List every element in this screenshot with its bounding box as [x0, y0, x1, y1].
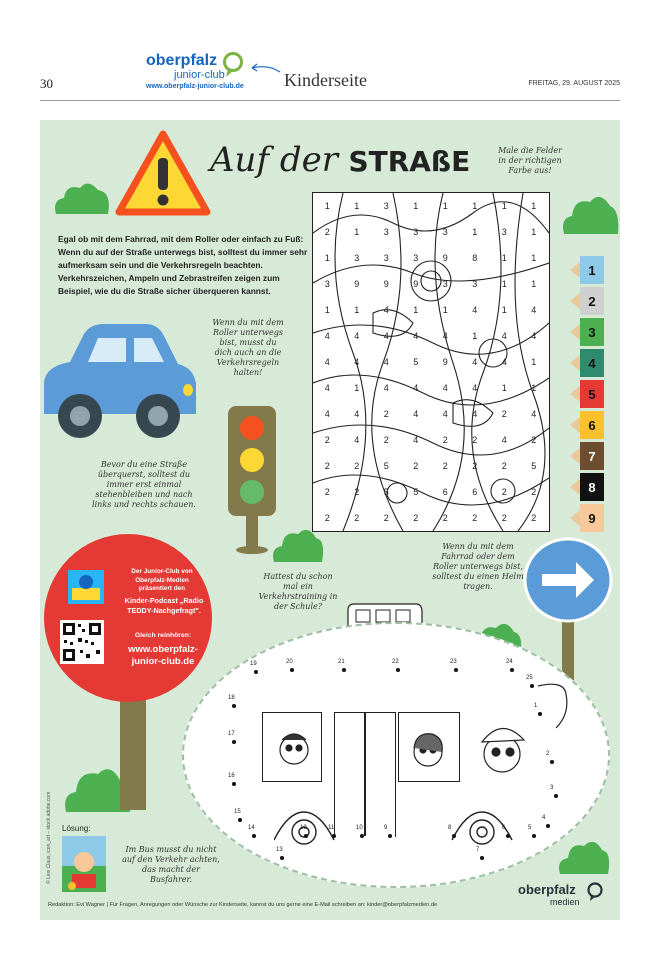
dot-point [238, 818, 242, 822]
oberpfalz-medien-logo [518, 882, 614, 912]
puzzle-number: 4 [501, 434, 507, 445]
puzzle-number: 2 [324, 226, 330, 237]
dot-point [342, 668, 346, 672]
dot-point [232, 782, 236, 786]
logo-text: oberpfalz [146, 52, 218, 69]
puzzle-number: 4 [383, 330, 389, 341]
dot-number: 14 [248, 825, 255, 831]
puzzle-number: 3 [472, 278, 478, 289]
puzzle-number: 3 [501, 226, 507, 237]
puzzle-number: 4 [324, 356, 330, 367]
puzzle-number: 4 [442, 330, 448, 341]
dot-number: 18 [228, 695, 235, 701]
dot-point [532, 834, 536, 838]
solution-thumbnail[interactable] [62, 836, 106, 892]
arrow-icon [248, 62, 282, 76]
note-roller: Wenn du mit dem Roller unterwegs bist, musst du dich auch an die Verkehrsregeln halten! [212, 318, 284, 377]
puzzle-number: 9 [383, 278, 389, 289]
puzzle-number: 1 [501, 252, 507, 263]
puzzle-number: 1 [413, 200, 419, 211]
footer-logo-name: oberpfalz [518, 882, 576, 897]
puzzle-number: 4 [413, 330, 419, 341]
dot-number: 3 [550, 785, 554, 791]
logo-subtext: junior-club [174, 69, 225, 81]
puzzle-number: 2 [354, 512, 360, 523]
color-pencil [570, 409, 604, 441]
issue-date: FREITAG, 29. AUGUST 2025 [528, 80, 620, 87]
dot-number: 4 [542, 815, 546, 821]
puzzle-number: 4 [501, 330, 507, 341]
puzzle-number: 2 [501, 460, 507, 471]
dot-point [388, 834, 392, 838]
puzzle-number: 2 [531, 434, 537, 445]
dot-point [454, 668, 458, 672]
pencil-number: 5 [580, 380, 604, 408]
puzzle-number: 1 [442, 304, 448, 315]
puzzle-number: 4 [413, 382, 419, 393]
puzzle-number: 1 [472, 200, 478, 211]
dot-number: 11 [328, 825, 335, 831]
dot-number: 12 [300, 825, 307, 831]
puzzle-number: 9 [413, 278, 419, 289]
title-bold: STRAßE [348, 145, 471, 178]
puzzle-number: 2 [413, 460, 419, 471]
puzzle-number: 4 [472, 382, 478, 393]
pencil-number: 4 [580, 349, 604, 377]
puzzle-number: 6 [472, 486, 478, 497]
color-pencil [570, 285, 604, 317]
puzzle-number: 2 [383, 512, 389, 523]
puzzle-number: 5 [383, 460, 389, 471]
puzzle-number: 1 [354, 200, 360, 211]
puzzle-number: 3 [354, 252, 360, 263]
junior-club-logo[interactable] [146, 52, 256, 92]
puzzle-number: 5 [413, 356, 419, 367]
puzzle-number: 1 [531, 278, 537, 289]
logo-url: www.oberpfalz-junior-club.de [146, 83, 244, 90]
puzzle-number: 1 [354, 304, 360, 315]
puzzle-number: 8 [472, 252, 478, 263]
puzzle-number: 1 [531, 382, 537, 393]
puzzle-number: 3 [324, 278, 330, 289]
puzzle-numbers [313, 193, 549, 531]
puzzle-number: 4 [472, 408, 478, 419]
puzzle-number: 4 [354, 408, 360, 419]
puzzle-number: 2 [472, 434, 478, 445]
warning-sign-icon [115, 130, 211, 216]
color-pencil [570, 502, 604, 534]
puzzle-number: 2 [442, 512, 448, 523]
puzzle-number: 5 [383, 486, 389, 497]
color-pencil [570, 316, 604, 348]
puzzle-number: 1 [501, 278, 507, 289]
puzzle-number: 1 [501, 304, 507, 315]
dot-point [506, 834, 510, 838]
dot-point [554, 794, 558, 798]
dot-number: 22 [392, 659, 399, 665]
podcast-cover-icon [68, 570, 104, 604]
puzzle-number: 2 [324, 434, 330, 445]
puzzle-number: 4 [324, 382, 330, 393]
dot-number: 5 [528, 825, 532, 831]
puzzle-number: 5 [413, 486, 419, 497]
podcast-sign-pole [120, 700, 146, 810]
puzzle-number: 4 [383, 382, 389, 393]
puzzle-number: 2 [324, 460, 330, 471]
puzzle-number: 4 [324, 330, 330, 341]
dot-point [254, 670, 258, 674]
dot-point [452, 834, 456, 838]
dot-point [290, 668, 294, 672]
puzzle-number: 1 [413, 304, 419, 315]
puzzle-number: 2 [531, 512, 537, 523]
puzzle-number: 3 [383, 200, 389, 211]
puzzle-number: 4 [472, 304, 478, 315]
puzzle-number: 2 [442, 460, 448, 471]
puzzle-number: 2 [501, 408, 507, 419]
puzzle-number: 3 [413, 252, 419, 263]
puzzle-number: 1 [501, 200, 507, 211]
pencil-number: 8 [580, 473, 604, 501]
puzzle-number: 1 [531, 226, 537, 237]
dot-number: 15 [234, 809, 241, 815]
puzzle-number: 2 [501, 486, 507, 497]
dot-number: 24 [506, 659, 513, 665]
dot-point [232, 740, 236, 744]
puzzle-number: 1 [442, 200, 448, 211]
pencil-number: 7 [580, 442, 604, 470]
puzzle-number: 2 [354, 460, 360, 471]
pencil-number: 2 [580, 287, 604, 315]
color-pencil [570, 347, 604, 379]
puzzle-number: 9 [442, 252, 448, 263]
pencil-number: 3 [580, 318, 604, 346]
puzzle-number: 6 [442, 486, 448, 497]
promo-intro: Der Junior-Club von Oberpfalz-Medien präsentiert den [131, 568, 193, 592]
bush-icon [560, 190, 620, 236]
puzzle-number: 9 [442, 356, 448, 367]
promo-listen: Gleich reinhören: [134, 632, 192, 639]
header-rule [40, 100, 620, 101]
puzzle-number: 1 [531, 252, 537, 263]
color-pencil [570, 471, 604, 503]
puzzle-number: 2 [383, 408, 389, 419]
dot-point [280, 856, 284, 860]
direction-sign-icon [522, 536, 614, 624]
puzzle-number: 1 [354, 382, 360, 393]
puzzle-number: 1 [531, 200, 537, 211]
dot-number: 17 [228, 731, 235, 737]
note-color-hint: Male die Felder in der richtigen Farbe aus! [498, 146, 562, 175]
puzzle-number: 4 [413, 408, 419, 419]
footer-logo-sub: medien [550, 897, 580, 907]
car-illustration [40, 318, 198, 442]
note-bus: Im Bus musst du nicht auf den Verkehr achten, das macht der Busfahrer. [122, 845, 220, 884]
dot-point [546, 824, 550, 828]
promo-url[interactable]: www.oberpfalz-junior-club.de [128, 644, 198, 667]
pencil-number: 6 [580, 411, 604, 439]
dot-number: 8 [448, 825, 452, 831]
puzzle-number: 3 [413, 226, 419, 237]
puzzle-number: 4 [531, 304, 537, 315]
puzzle-number: 4 [383, 356, 389, 367]
note-training: Hattest du schon mal ein Verkehrstraining in der Schule? [258, 572, 338, 611]
dot-number: 16 [228, 773, 235, 779]
dot-point [396, 668, 400, 672]
puzzle-number: 4 [501, 356, 507, 367]
color-pencil [570, 378, 604, 410]
puzzle-number: 2 [442, 434, 448, 445]
dot-point [538, 712, 542, 716]
puzzle-number: 2 [383, 434, 389, 445]
puzzle-number: 2 [531, 486, 537, 497]
puzzle-number: 1 [324, 200, 330, 211]
puzzle-number: 1 [472, 226, 478, 237]
puzzle-number: 1 [354, 226, 360, 237]
pencil-number: 9 [580, 504, 604, 532]
puzzle-number: 4 [413, 434, 419, 445]
puzzle-number: 4 [531, 408, 537, 419]
dot-number: 20 [286, 659, 293, 665]
qr-code-icon [60, 620, 104, 664]
puzzle-number: 3 [442, 226, 448, 237]
note-crossing: Bevor du eine Straße überquerst, solltest du immer erst einmal stehenbleiben und nach links und rechts schauen. [92, 460, 196, 509]
dot-number: 23 [450, 659, 457, 665]
puzzle-number: 4 [354, 330, 360, 341]
dot-number: 13 [276, 847, 283, 853]
puzzle-number: 4 [324, 408, 330, 419]
puzzle-number: 2 [472, 512, 478, 523]
page-title [210, 140, 470, 180]
dot-point [480, 856, 484, 860]
color-by-number-puzzle[interactable] [312, 192, 550, 532]
dot-number: 10 [356, 825, 363, 831]
dot-number: 2 [546, 751, 550, 757]
puzzle-number: 3 [383, 226, 389, 237]
dot-point [332, 834, 336, 838]
page-number: 30 [40, 76, 53, 91]
puzzle-number: 1 [324, 252, 330, 263]
dot-point [550, 760, 554, 764]
solution-label: Lösung: [62, 824, 91, 833]
footer-logo-bubble-icon [586, 882, 604, 902]
puzzle-number: 1 [531, 356, 537, 367]
connect-dots-puzzle[interactable] [182, 622, 610, 888]
dot-point [510, 668, 514, 672]
puzzle-number: 4 [472, 356, 478, 367]
color-pencil [570, 254, 604, 286]
title-script: Auf der [210, 140, 338, 180]
footer-text: Redaktion: Evi Wagner | Für Fragen, Anregungen oder Wünsche zur Kinderseite, kannst du uns gerne eine E-Mail schreiben an: kinder@oberpfalzmedien.de [48, 902, 438, 908]
puzzle-number: 4 [442, 382, 448, 393]
dot-point [252, 834, 256, 838]
dot-point [530, 684, 534, 688]
puzzle-number: 5 [531, 460, 537, 471]
speech-bubble-icon [222, 52, 244, 78]
dot-number: 9 [384, 825, 388, 831]
puzzle-number: 2 [413, 512, 419, 523]
note-helmet: Wenn du mit dem Fahrrad oder dem Roller unterwegs bist, solltest du einen Helm tragen. [432, 542, 524, 591]
dot-point [232, 704, 236, 708]
dot-number: 1 [534, 703, 538, 709]
puzzle-number: 3 [442, 278, 448, 289]
dot-number: 25 [526, 675, 533, 681]
puzzle-number: 2 [324, 486, 330, 497]
puzzle-number: 4 [383, 304, 389, 315]
traffic-light-illustration [222, 404, 282, 554]
image-credit: © Lexi Claus, icon_art – stock.adobe.com [46, 791, 52, 884]
puzzle-number: 2 [324, 512, 330, 523]
puzzle-number: 2 [501, 512, 507, 523]
puzzle-number: 1 [501, 382, 507, 393]
color-pencil [570, 440, 604, 472]
puzzle-number: 4 [354, 356, 360, 367]
puzzle-number: 1 [324, 304, 330, 315]
puzzle-number: 9 [354, 278, 360, 289]
puzzle-number: 4 [354, 434, 360, 445]
puzzle-number: 2 [354, 486, 360, 497]
dot-number: 21 [338, 659, 345, 665]
bush-icon [52, 178, 112, 216]
dot-point [360, 834, 364, 838]
color-key [570, 254, 610, 534]
dot-number: 19 [250, 661, 257, 667]
pencil-number: 1 [580, 256, 604, 284]
puzzle-number: 4 [442, 408, 448, 419]
dot-number: 7 [476, 847, 480, 853]
puzzle-number: 4 [531, 330, 537, 341]
dot-numbers [184, 624, 608, 886]
dot-point [304, 834, 308, 838]
puzzle-number: 3 [383, 252, 389, 263]
intro-text: Egal ob mit dem Fahrrad, mit dem Roller oder einfach zu Fuß: Wenn du auf der Straße unterwegs bist, solltest du immer sehr aufmerksam sein und die Verkehrsregeln beachten. Verkehrszeichen, Ampeln und Zebrastreifen zeigen zum Beispiel, wie du die Straße sicher überqueren kannst. [58, 234, 308, 296]
dot-number: 6 [502, 825, 506, 831]
section-title: Kinderseite [284, 70, 367, 90]
puzzle-number: 2 [472, 460, 478, 471]
puzzle-number: 1 [472, 330, 478, 341]
promo-podcast: Kinder-Podcast „Radio TEDDY-Nachgefragt". [124, 596, 204, 615]
